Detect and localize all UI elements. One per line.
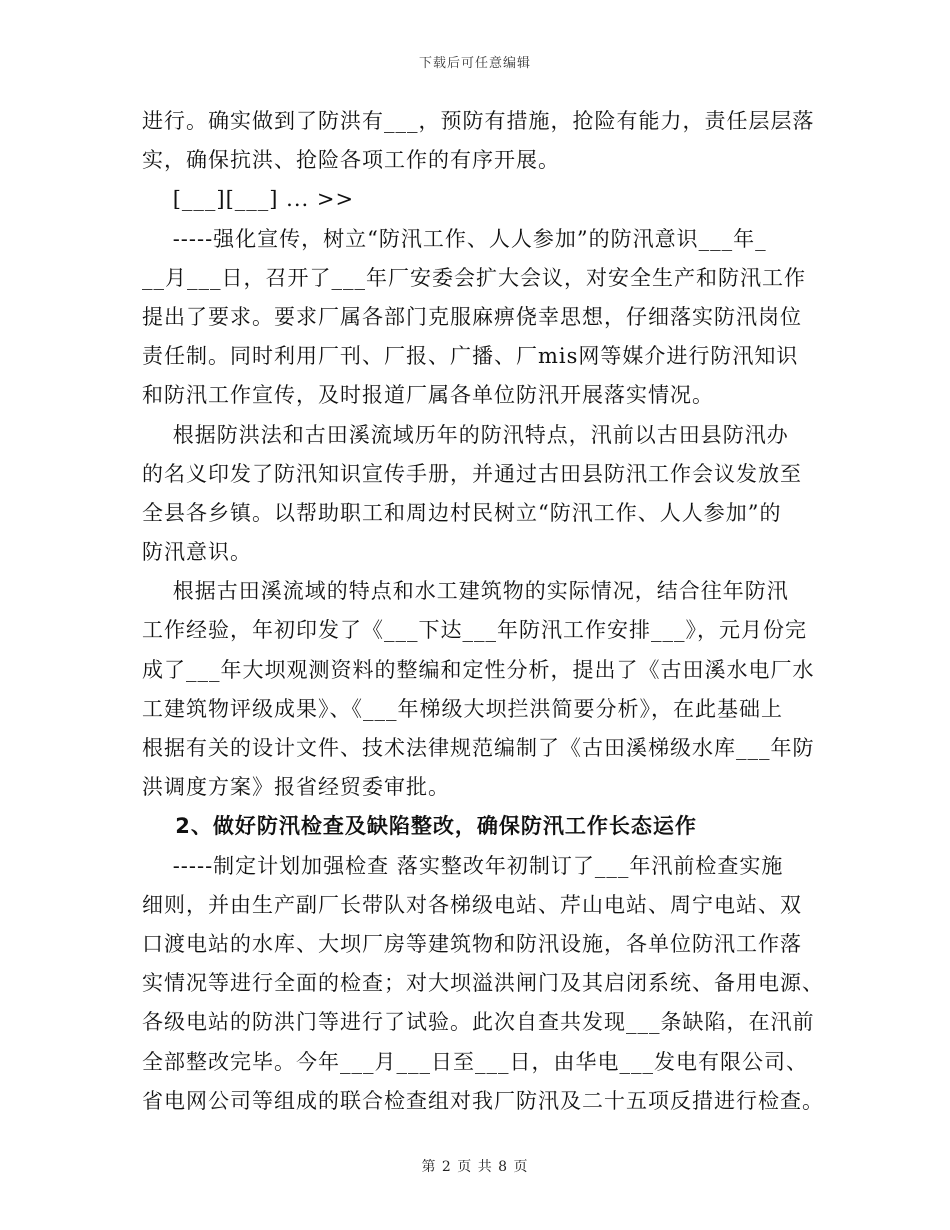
text-line: 口渡电站的水库、大坝厂房等建筑物和防汛设施，各单位防汛工作落 [142, 931, 802, 956]
text-line: 进行。确实做到了防洪有___，预防有措施，抢险有能力，责任层层落 [142, 109, 815, 133]
text-line: 洪调度方案》报省经贸委审批。 [142, 775, 450, 800]
text-line: 责任制。同时利用厂刊、厂报、广播、厂mis网等媒介进行防汛知识 [142, 344, 799, 369]
text-line: 和防汛工作宣传，及时报道厂属各单位防汛开展落实情况。 [142, 383, 714, 408]
text-line: [___][___] ... >> [142, 187, 355, 212]
text-line: 提出了要求。要求厂属各部门克服麻痹侥幸思想，仔细落实防汛岗位 [142, 304, 802, 329]
text-line: 各级电站的防洪门等进行了试验。此次自查共发现___条缺陷，在汛前 [142, 1010, 815, 1035]
text-line: -----强化宣传，树立“防汛工作、人人参加”的防汛意识___年_ [142, 226, 767, 251]
text-line: 省电网公司等组成的联合检查组对我厂防汛及二十五项反措进行检查。 [142, 1088, 824, 1113]
text-line: 根据古田溪流域的特点和水工建筑物的实际情况，结合往年防汛 [142, 579, 789, 604]
page-footer: 第 2 页 共 8 页 [421, 1159, 529, 1175]
text-line: 全县各乡镇。以帮助职工和周边村民树立“防汛工作、人人参加”的 [142, 500, 782, 525]
text-line: 成了___年大坝观测资料的整编和定性分析，提出了《古田溪水电厂水 [142, 657, 815, 682]
text-line: __月___日，召开了___年厂安委会扩大会议，对安全生产和防汛工作 [142, 265, 806, 290]
page-header: 下载后可任意编辑 [418, 56, 531, 71]
text-line: 防汛意识。 [142, 540, 252, 565]
text-line: 工作经验，年初印发了《___下达___年防汛工作安排___》，元月份完 [142, 618, 807, 643]
text-line: 工建筑物评级成果》、《___年梯级大坝拦洪简要分析》，在此基础上 [142, 696, 783, 721]
text-line: 根据防洪法和古田溪流域历年的防汛特点，汛前以古田县防汛办 [142, 422, 789, 447]
text-line: 实情况等进行全面的检查；对大坝溢洪闸门及其启闭系统、备用电源、 [142, 971, 824, 996]
text-line: 实，确保抗洪、抢险各项工作的有序开展。 [142, 148, 560, 173]
text-line: 全部整改完毕。今年___月___日至___日，由华电___发电有限公司、 [142, 1049, 808, 1074]
text-line: 根据有关的设计文件、技术法律规范编制了《古田溪梯级水库___年防 [142, 736, 815, 760]
text-line: 的名义印发了防汛知识宣传手册，并通过古田县防汛工作会议发放至 [142, 461, 802, 486]
section-heading: 2、做好防汛检查及缺陷整改，确保防汛工作长态运作 [142, 814, 697, 839]
text-line: 细则，并由生产副厂长带队对各梯级电站、芹山电站、周宁电站、双 [142, 892, 802, 917]
document-body [142, 102, 824, 1121]
text-line: -----制定计划加强检查 落实整改年初制订了___年汛前检查实施 [142, 853, 784, 878]
